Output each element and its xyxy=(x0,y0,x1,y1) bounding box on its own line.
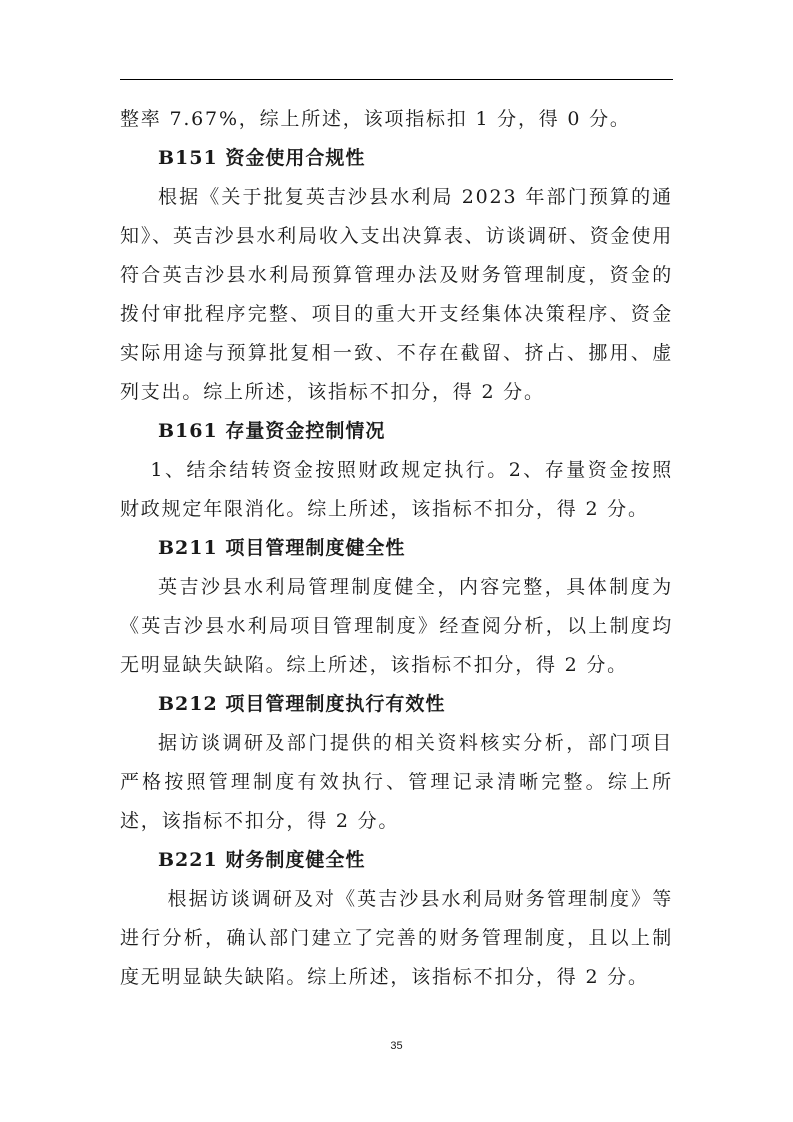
section-heading-b211: B211 项目管理制度健全性 xyxy=(158,537,406,559)
paragraph-continuation: 整率 7.67%，综上所述，该项指标扣 1 分，得 0 分。 xyxy=(120,108,631,130)
paragraph-b212: 据访谈调研及部门提供的相关资料核实分析，部门项目严格按照管理制度有效执行、管理记录清晰完整。综上所述，该指标不扣分，得 2 分。 xyxy=(120,732,673,832)
paragraph-b151: 根据《关于批复英吉沙县水利局 2023 年部门预算的通知》、英吉沙县水利局收入支出决算表、访谈调研、资金使用符合英吉沙县水利局预算管理办法及财务管理制度，资金的拨付审批程序完整、项目的重大开支经集体决策程序、资金实际用途与预算批复相一致、不存在截留、挤占、挪用、虚列支出。综上所述，该指标不扣分，得 2 分。 xyxy=(120,186,673,403)
section-heading-b221: B221 财务制度健全性 xyxy=(158,849,366,871)
section-heading-b161: B161 存量资金控制情况 xyxy=(158,420,386,442)
section-heading-b151: B151 资金使用合规性 xyxy=(158,147,366,169)
paragraph-b161: 1、结余结转资金按照财政规定执行。2、存量资金按照财政规定年限消化。综上所述，该指标不扣分，得 2 分。 xyxy=(120,459,673,520)
document-body xyxy=(120,100,673,997)
paragraph-b221: 根据访谈调研及对《英吉沙县水利局财务管理制度》等进行分析，确认部门建立了完善的财务管理制度，且以上制度无明显缺失缺陷。综上所述，该指标不扣分，得 2 分。 xyxy=(120,888,673,988)
section-heading-b212: B212 项目管理制度执行有效性 xyxy=(158,693,446,715)
paragraph-b211: 英吉沙县水利局管理制度健全，内容完整，具体制度为《英吉沙县水利局项目管理制度》经查阅分析，以上制度均无明显缺失缺陷。综上所述，该指标不扣分，得 2 分。 xyxy=(120,576,673,676)
header-rule xyxy=(120,79,673,80)
page-number: 35 xyxy=(390,1040,403,1052)
